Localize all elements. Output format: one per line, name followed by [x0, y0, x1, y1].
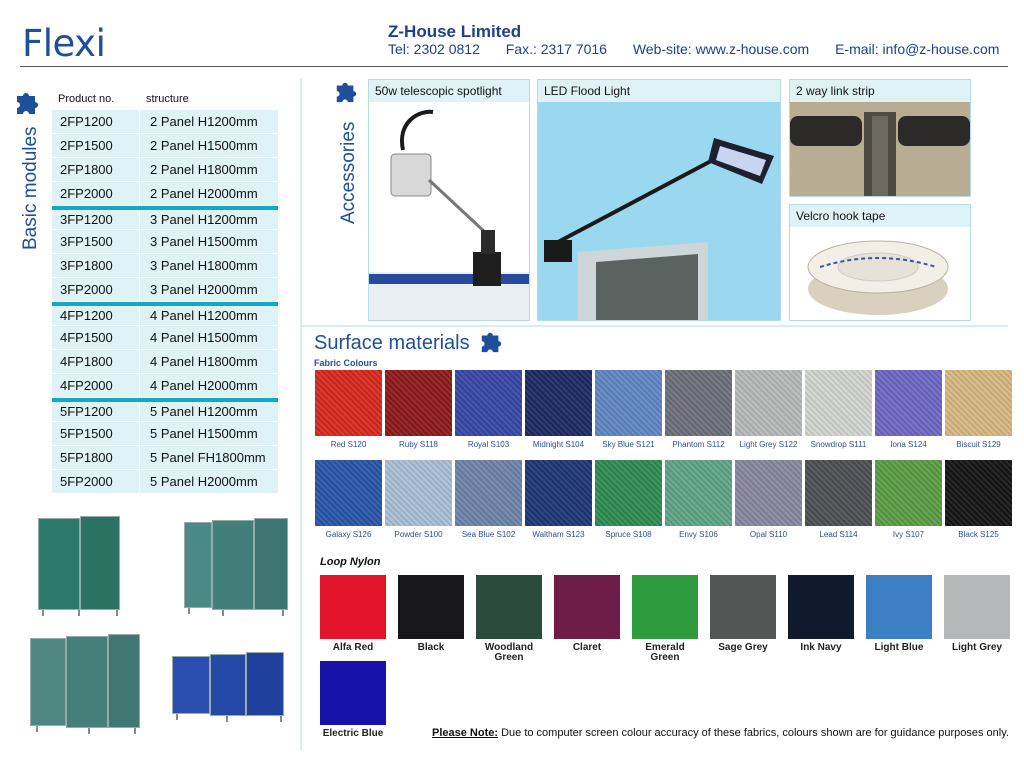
product-cell: 4FP1200 [52, 306, 140, 325]
product-cell: 3FP2000 [52, 278, 140, 301]
fabric-color-box [315, 370, 382, 436]
fabric-color-box [735, 370, 802, 436]
screen-photo-5panel [170, 648, 288, 724]
link-strip-image [790, 102, 970, 196]
fabric-name: Snowdrop S111 [810, 440, 867, 449]
note-prefix: Please Note: [432, 727, 499, 739]
fabric-color-box [595, 370, 662, 436]
fabric-swatch [525, 370, 592, 449]
company-name: Z-House Limited [388, 22, 522, 41]
fabric-swatch [595, 460, 662, 539]
table-row [52, 302, 278, 326]
fabric-color-box [945, 370, 1012, 436]
accessories-title: Accessories [338, 121, 359, 224]
fabric-color-box [315, 460, 382, 526]
nylon-color-box [788, 575, 854, 639]
puzzle-icon [334, 80, 358, 104]
fabric-color-box [945, 460, 1012, 526]
nylon-swatch [944, 575, 1010, 653]
nylon-color-box [320, 661, 386, 725]
product-cell: 3FP1500 [52, 230, 140, 253]
table-row [52, 206, 278, 230]
fabric-name: Waltham S123 [532, 530, 585, 539]
modules-table [52, 88, 278, 494]
fabric-swatch [945, 460, 1012, 539]
product-cell: 2FP2000 [52, 182, 140, 205]
structure-cell: 3 Panel H1200mm [150, 212, 258, 227]
fabric-swatch [665, 460, 732, 539]
fabric-name: Royal S103 [467, 440, 510, 449]
fabric-name: Biscuit S129 [956, 440, 1001, 449]
fabric-colours-title: Fabric Colours [314, 358, 378, 368]
fabric-color-box [595, 460, 662, 526]
product-cell: 4FP2000 [52, 374, 140, 397]
product-cell: 2FP1800 [52, 158, 140, 181]
product-cell: 4FP1500 [52, 326, 140, 349]
fabric-color-box [875, 460, 942, 526]
structure-cell: 2 Panel H1800mm [150, 162, 258, 177]
nylon-color-box [398, 575, 464, 639]
spotlight-image [369, 102, 529, 320]
velcro-image [790, 227, 970, 320]
basic-modules-title: Basic modules [20, 126, 41, 250]
contact-line [388, 41, 999, 57]
fabric-name: Opal S110 [749, 530, 788, 539]
table-row [52, 230, 278, 254]
accessory-link-strip [789, 79, 971, 197]
product-cell: 5FP1500 [52, 422, 140, 445]
fabric-name: Red S120 [330, 440, 367, 449]
product-cell: 3FP1200 [52, 210, 140, 229]
table-row [52, 374, 278, 398]
fabric-swatch [315, 370, 382, 449]
table-row [52, 446, 278, 470]
fabric-swatch [455, 370, 522, 449]
table-row [52, 398, 278, 422]
nylon-color-box [320, 575, 386, 639]
table-row [52, 254, 278, 278]
screen-photo-3panel [182, 514, 294, 618]
tel-text: Tel: 2302 0812 [388, 41, 480, 57]
fabric-swatch [455, 460, 522, 539]
fabric-color-box [735, 460, 802, 526]
nylon-swatch [788, 575, 854, 653]
loop-nylon-title: Loop Nylon [320, 556, 381, 568]
structure-cell: 4 Panel H1800mm [150, 354, 258, 369]
fabric-swatch [875, 460, 942, 539]
table-row [52, 110, 278, 134]
fabric-name: Spruce S108 [605, 530, 652, 539]
table-row [52, 422, 278, 446]
fabric-color-box [665, 460, 732, 526]
nylon-color-box [866, 575, 932, 639]
fabric-color-box [525, 460, 592, 526]
accessory-spotlight [368, 79, 530, 321]
fabric-swatch [875, 370, 942, 449]
nylon-name: Alfa Red [332, 642, 374, 653]
horizontal-divider [300, 325, 1008, 327]
structure-cell: 4 Panel H1200mm [150, 308, 258, 323]
fabric-swatch [735, 460, 802, 539]
email-text: E-mail: info@z-house.com [835, 41, 1000, 57]
screen-photo-2panel [34, 514, 124, 618]
fabric-color-box [455, 370, 522, 436]
nylon-color-box [554, 575, 620, 639]
table-row [52, 470, 278, 494]
surface-materials-title: Surface materials [314, 332, 470, 354]
structure-cell: 3 Panel H1500mm [150, 234, 258, 249]
table-row [52, 158, 278, 182]
fabric-swatch [945, 370, 1012, 449]
nylon-swatch [476, 575, 542, 663]
fabric-swatch [805, 370, 872, 449]
structure-cell: 2 Panel H1200mm [150, 114, 258, 129]
nylon-name: Emerald Green [645, 642, 685, 663]
nylon-color-box [710, 575, 776, 639]
nylon-swatch [632, 575, 698, 663]
product-cell: 5FP1800 [52, 446, 140, 469]
fax-text: Fax.: 2317 7016 [505, 41, 607, 57]
table-row [52, 182, 278, 206]
structure-cell: 5 Panel H1500mm [150, 426, 258, 441]
nylon-color-box [944, 575, 1010, 639]
table-row [52, 278, 278, 302]
structure-cell: 4 Panel H1500mm [150, 330, 258, 345]
accessory-label: 2 way link strip [790, 80, 970, 102]
accessory-led-flood [537, 79, 781, 321]
fabric-color-box [665, 370, 732, 436]
fabric-swatch [595, 370, 662, 449]
product-cell: 3FP1800 [52, 254, 140, 277]
nylon-name: Light Blue [874, 642, 924, 653]
guidance-note [432, 727, 1009, 739]
nylon-name: Sage Grey [718, 642, 768, 653]
nylon-swatch [554, 575, 620, 653]
product-cell: 5FP2000 [52, 470, 140, 493]
nylon-name: Electric Blue [322, 728, 384, 739]
fabric-name: Midnight S104 [532, 440, 585, 449]
vertical-divider [300, 78, 302, 750]
structure-cell: 4 Panel H2000mm [150, 378, 258, 393]
note-text: Due to computer screen colour accuracy of these fabrics, colours shown are for guidance purposes only. [498, 727, 1009, 739]
table-row [52, 326, 278, 350]
fabric-name: Sky Blue S121 [602, 440, 655, 449]
fabric-color-box [805, 370, 872, 436]
nylon-swatch [320, 661, 386, 739]
table-header [52, 88, 278, 110]
accessory-label: Velcro hook tape [790, 205, 970, 227]
accessory-velcro [789, 204, 971, 321]
header-divider [20, 66, 1008, 67]
accessory-label: LED Flood Light [538, 80, 780, 102]
structure-cell: 3 Panel H2000mm [150, 282, 258, 297]
fabric-swatch [385, 460, 452, 539]
fabric-name: Ivy S107 [892, 530, 925, 539]
nylon-name: Claret [572, 642, 602, 653]
header-structure: structure [146, 93, 189, 105]
led-flood-image [538, 102, 780, 320]
accessory-label: 50w telescopic spotlight [369, 80, 529, 102]
puzzle-icon [478, 330, 504, 354]
fabric-name: Ruby S118 [399, 440, 438, 449]
brand-logo: Flexi [22, 22, 106, 65]
table-row [52, 134, 278, 158]
structure-cell: 5 Panel H1200mm [150, 404, 258, 419]
fabric-name: Iona S124 [890, 440, 927, 449]
nylon-color-box [476, 575, 542, 639]
product-cell: 4FP1800 [52, 350, 140, 373]
product-cell: 5FP1200 [52, 402, 140, 421]
fabric-name: Envy S106 [679, 530, 718, 539]
fabric-swatch [385, 370, 452, 449]
nylon-swatch [710, 575, 776, 653]
structure-cell: 3 Panel H1800mm [150, 258, 258, 273]
fabric-color-box [455, 460, 522, 526]
fabric-color-box [805, 460, 872, 526]
nylon-name: Light Grey [951, 642, 1002, 653]
website-text: Web-site: www.z-house.com [632, 41, 810, 57]
fabric-swatch [525, 460, 592, 539]
fabric-color-box [875, 370, 942, 436]
fabric-swatch [735, 370, 802, 449]
nylon-name: Ink Navy [800, 642, 842, 653]
fabric-color-box [385, 370, 452, 436]
fabric-name: Powder S100 [394, 530, 443, 539]
fabric-name: Light Grey S122 [739, 440, 798, 449]
fabric-color-box [525, 370, 592, 436]
nylon-swatch [866, 575, 932, 653]
structure-cell: 2 Panel H1500mm [150, 138, 258, 153]
puzzle-icon [14, 90, 40, 116]
fabric-swatch [665, 370, 732, 449]
fabric-name: Galaxy S126 [325, 530, 372, 539]
fabric-swatch [805, 460, 872, 539]
fabric-name: Lead S114 [819, 530, 858, 539]
nylon-name: Black [417, 642, 445, 653]
nylon-name: Woodland Green [484, 642, 534, 663]
screen-photo-4panel [28, 630, 144, 738]
structure-cell: 5 Panel FH1800mm [150, 450, 266, 465]
structure-cell: 2 Panel H2000mm [150, 186, 258, 201]
table-row [52, 350, 278, 374]
fabric-name: Black S125 [958, 530, 999, 539]
nylon-swatch [398, 575, 464, 653]
fabric-color-box [385, 460, 452, 526]
header-product: Product no. [58, 93, 115, 105]
structure-cell: 5 Panel H2000mm [150, 474, 258, 489]
fabric-name: Sea Blue S102 [461, 530, 516, 539]
product-cell: 2FP1200 [52, 110, 140, 133]
product-cell: 2FP1500 [52, 134, 140, 157]
fabric-swatch [315, 460, 382, 539]
fabric-name: Phantom S112 [672, 440, 725, 449]
nylon-color-box [632, 575, 698, 639]
nylon-swatch [320, 575, 386, 653]
